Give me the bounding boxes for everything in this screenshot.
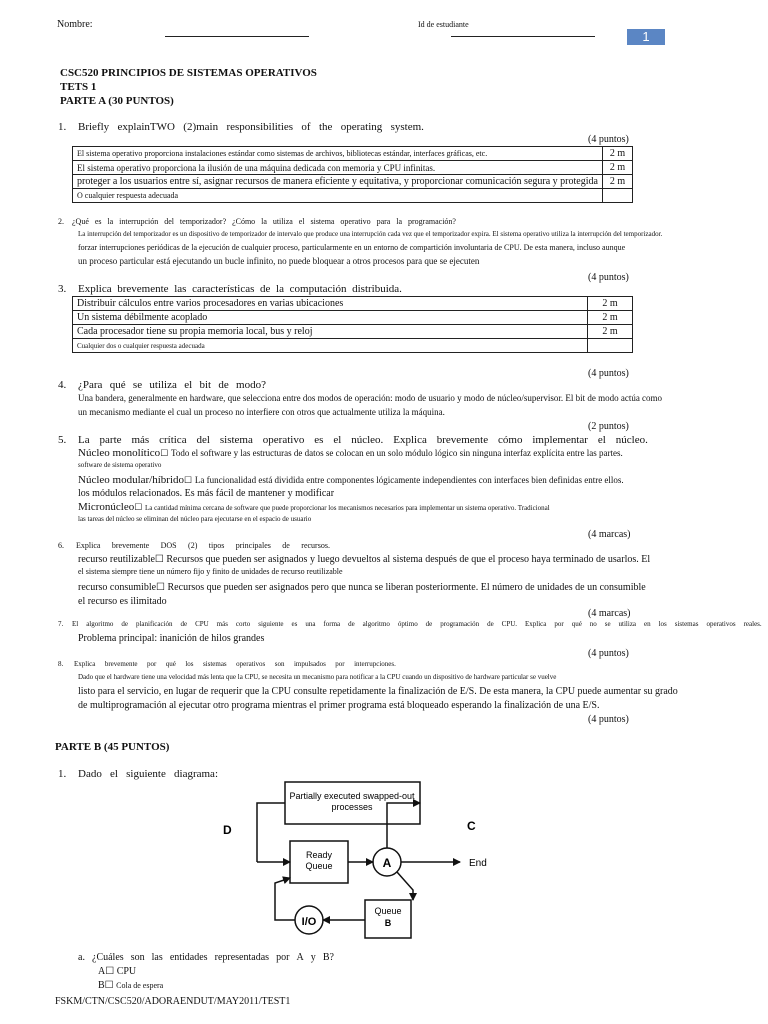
checkbox-icon: ☐ <box>105 966 115 977</box>
q7-points: (4 puntos) <box>588 648 629 659</box>
q7-question <box>72 620 762 628</box>
q3-row-text: Un sistema débilmente acoplado <box>73 311 588 325</box>
queue-b-label: B <box>384 918 392 928</box>
part-b-qa-word: son <box>130 952 145 963</box>
q2-answer-line3: un proceso particular está ejecutando un bucle infinito, no puede bloquear a otros procesos para que se ejecuten <box>78 256 480 266</box>
q7-word: operativos <box>706 620 736 628</box>
q7-word: CPU <box>195 620 209 628</box>
q8-word: operativos <box>236 660 266 668</box>
q6-word: (2) <box>188 541 198 550</box>
q4-number: 4. <box>58 379 67 391</box>
q3-row-text: Cada procesador tiene su propia memoria local, bus y reloj <box>73 325 588 339</box>
checkbox-icon: ☐ <box>156 582 166 593</box>
q5-modular-text2: los módulos relacionados. Es más fácil de mantener y modificar <box>78 488 335 499</box>
q2-number: 2. <box>58 217 64 226</box>
q5-word: operativo <box>262 434 305 446</box>
q8-word: brevemente <box>104 660 138 668</box>
answer-a-letter: A <box>98 966 106 977</box>
part-b-qa-word: ¿Cuáles <box>92 952 124 963</box>
q2-word: la <box>261 217 267 226</box>
q6-number: 6. <box>58 541 64 550</box>
q3-word: distribuida. <box>352 283 402 295</box>
q6-consumable-label: recurso consumible <box>78 582 157 593</box>
part-b-qa-word: entidades <box>169 952 208 963</box>
q7-word: de <box>348 620 355 628</box>
q5-word: núcleo. <box>615 434 648 446</box>
q5-word: cómo <box>498 434 523 446</box>
q2-word: operativo <box>340 217 371 226</box>
q7-word: corto <box>235 620 251 628</box>
q6-question <box>76 541 330 550</box>
q1-row-mark <box>602 189 632 203</box>
q1-word: of <box>301 121 311 133</box>
q4-word: el <box>184 379 193 391</box>
q4-word: bit <box>199 379 212 391</box>
answer-b-line <box>98 980 163 991</box>
student-id-label: Id de estudiante <box>418 20 469 29</box>
q7-word: Explica <box>525 620 547 628</box>
q2-question <box>72 217 456 226</box>
q8-word: Explica <box>74 660 96 668</box>
q2-answer-line2: forzar interrupciones periódicas de la ejecución de cualquier proceso, particularmente en un entorno de compartición involuntaria de CPU. De esta manera, incluso aunque <box>78 243 626 252</box>
q5-points: (4 marcas) <box>588 529 631 540</box>
q1-row-text: O cualquier respuesta adecuada <box>73 189 603 203</box>
q6-word: Explica <box>76 541 101 550</box>
q2-word: temporizador? <box>179 217 227 226</box>
part-b-qa-letter: a. <box>78 952 85 963</box>
q5-word: es <box>314 434 324 446</box>
label-d: D <box>223 823 232 837</box>
q4-word: ¿Para <box>78 379 103 391</box>
q5-mono-label: Núcleo monolítico <box>78 447 161 459</box>
q1-word: explainTWO <box>117 121 175 133</box>
queue-b-label: Queue <box>374 906 402 916</box>
checkbox-icon: ☐ <box>134 502 143 512</box>
q5-word: del <box>196 434 210 446</box>
q5-mono-sub: software de sistema operativo <box>78 461 162 469</box>
q4-word: se <box>132 379 143 391</box>
q7-word: planificación <box>135 620 173 628</box>
arrow-io-to-ready <box>275 878 295 920</box>
node-a-label: A <box>382 856 392 870</box>
test-title: TETS 1 <box>60 81 97 93</box>
q6-word: de <box>282 541 290 550</box>
q7-word: de <box>121 620 128 628</box>
q5-micro-label: Micronúcleo <box>78 501 135 513</box>
q6-word: principales <box>235 541 271 550</box>
q8-word: por <box>335 660 345 668</box>
q3-number: 3. <box>58 283 67 295</box>
q1-word: Briefly <box>78 121 110 133</box>
q7-word: algoritmo <box>362 620 390 628</box>
q8-number: 8. <box>58 660 64 668</box>
footer-code: FSKM/CTN/CSC520/ADORAENDUT/MAY2011/TEST1 <box>55 996 291 1007</box>
q6-points: (4 marcas) <box>588 608 631 619</box>
q7-word: los <box>658 620 667 628</box>
q8-answer-line1: Dado que el hardware tiene una velocidad más lenta que la CPU, se necesita un mecanismo para notificar a la CPU cuando un dispositivo de hardware particular se vuelve <box>78 673 557 681</box>
q3-row-mark <box>588 339 633 353</box>
q5-mono-text: Todo el software y las estructuras de datos se colocan en un solo módulo lógico sin ninguna interfaz explícita entre las partes. <box>171 448 623 458</box>
part-b-q1-question <box>78 768 218 780</box>
q2-word: para <box>376 217 391 226</box>
q2-word: es <box>94 217 102 226</box>
q4-answer-line1: Una bandera, generalmente en hardware, que selecciona entre dos modos de operación: modo de usuario y modo de núcleo/supervisor. El bit de modo actúa como <box>78 393 663 403</box>
q7-word: óptimo <box>397 620 418 628</box>
q6-word: tipos <box>208 541 225 550</box>
part-b-qa-word: por <box>276 952 290 963</box>
answer-b-text: Cola de espera <box>116 981 164 990</box>
table-row <box>73 339 633 353</box>
table-row <box>73 175 633 189</box>
q2-word: la <box>396 217 403 226</box>
q5-word: más <box>131 434 150 446</box>
q3-word: computación <box>289 283 347 295</box>
part-b-qa-word: A <box>296 952 304 963</box>
q3-row-mark: 2 m <box>588 297 633 311</box>
name-underline <box>165 36 309 37</box>
q1-row-mark: 2 m <box>602 175 632 189</box>
q6-word: DOS <box>160 541 177 550</box>
swapped-out-label: Partially executed swapped-out <box>289 791 415 801</box>
student-id-underline <box>451 36 595 37</box>
q6-reusable-line <box>78 554 650 565</box>
q6-consumable-text2: el recurso es ilimitado <box>78 596 167 607</box>
q7-word: utiliza <box>618 620 637 628</box>
q1-points: (4 puntos) <box>588 134 629 145</box>
q6-word: brevemente <box>111 541 150 550</box>
table-row <box>73 311 633 325</box>
q6-reusable-label: recurso reutilizable <box>78 554 155 565</box>
checkbox-icon: ☐ <box>104 980 114 991</box>
q7-word: en <box>644 620 651 628</box>
checkbox-icon: ☐ <box>154 554 164 565</box>
q7-word: se <box>604 620 611 628</box>
table-row <box>73 147 633 161</box>
part-b-qa-question <box>92 952 334 963</box>
part-b-q1-word: diagrama: <box>174 768 218 780</box>
q8-answer-line2: listo para el servicio, en lugar de requerir que la CPU consulte repetidamente la finalización de E/S. De esta manera, la CPU puede aumentar su grado <box>78 686 678 697</box>
answer-a-line <box>98 966 136 977</box>
part-a-title: PARTE A (30 PUNTOS) <box>60 95 174 107</box>
q7-number: 7. <box>58 620 64 628</box>
q3-row-text: Cualquier dos o cualquier respuesta adecuada <box>73 339 588 353</box>
q7-word: sistemas <box>674 620 699 628</box>
q7-word: de <box>425 620 433 628</box>
q5-word: La <box>78 434 90 446</box>
q2-word: la <box>107 217 114 226</box>
answer-a-text: CPU <box>116 966 137 977</box>
q3-word: Explica <box>78 283 112 295</box>
q5-number: 5. <box>58 434 67 446</box>
q5-modular-line <box>78 474 624 486</box>
q2-points: (4 puntos) <box>588 272 629 283</box>
q7-answer: Problema principal: inanición de hilos grandes <box>78 633 265 644</box>
q7-word: forma <box>323 620 341 628</box>
q3-question <box>78 283 402 295</box>
q1-word: system. <box>390 121 424 133</box>
q5-word: crítica <box>159 434 187 446</box>
q2-word: interrupción <box>119 217 159 226</box>
q5-micro-line <box>78 501 550 513</box>
q1-row-text: El sistema operativo proporciona la ilusión de una máquina dedicada con memoria y CPU infinitas. <box>73 161 603 175</box>
q5-word: implementar <box>532 434 588 446</box>
q5-mono-line <box>78 447 623 459</box>
table-row <box>73 161 633 175</box>
q7-word: más <box>216 620 228 628</box>
end-label: End <box>469 858 487 869</box>
q5-modular-label: Núcleo modular/híbrido <box>78 474 185 486</box>
q7-word: qué <box>571 620 582 628</box>
q3-word: características <box>192 283 255 295</box>
q1-row-text: proteger a los usuarios entre sí, asignar recursos de manera eficiente y equitativa, y proporcionar comunicación segura y protegida <box>73 175 603 189</box>
q2-word: ¿Cómo <box>232 217 256 226</box>
q3-points: (4 puntos) <box>588 368 629 379</box>
q1-question <box>78 121 424 133</box>
part-b-qa-word: representadas <box>214 952 270 963</box>
q2-word: programación? <box>408 217 456 226</box>
answer-b-letter: B <box>98 980 105 991</box>
q3-word: la <box>276 283 284 295</box>
q7-word: siguiente <box>258 620 284 628</box>
q5-word: brevemente <box>436 434 489 446</box>
table-row <box>73 325 633 339</box>
q2-answer-line1: La interrupción del temporizador es un dispositivo de temporizador de intervalo que produce una interrupción cada vez que el temporizador expira. El sistema operativo utiliza la interrupción del temporizador. <box>78 230 663 238</box>
q8-points: (4 puntos) <box>588 714 629 725</box>
q5-modular-text: La funcionalidad está dividida entre componentes lógicamente independientes con interfaces bien definidas entre ellos. <box>194 475 624 485</box>
q8-word: son <box>274 660 285 668</box>
q3-answer-table <box>72 296 633 353</box>
q5-word: sistema <box>219 434 253 446</box>
q7-word: de <box>487 620 494 628</box>
q8-question <box>74 660 396 668</box>
part-b-qa-word: B? <box>322 952 334 963</box>
q2-word: sistema <box>310 217 335 226</box>
q7-word: de <box>180 620 188 628</box>
q4-word: qué <box>109 379 126 391</box>
q7-word: CPU. <box>501 620 518 628</box>
q1-row-text: El sistema operativo proporciona instalaciones estándar como sistemas de archivos, bibliotecas estándar, interfaces gráficas, etc. <box>73 147 603 161</box>
q3-row-mark: 2 m <box>588 325 633 339</box>
q5-micro-text: La cantidad mínima cercana de software que puede proporcionar los mecanismos necesarios para implementar un sistema operativo. Tradicional <box>145 504 550 512</box>
process-state-diagram <box>215 778 515 946</box>
name-label: Nombre: <box>57 19 93 30</box>
part-b-q1-word: el <box>110 768 118 780</box>
q7-word: una <box>305 620 316 628</box>
q1-word: (2)main <box>183 121 219 133</box>
q5-word: parte <box>99 434 122 446</box>
q3-word: las <box>174 283 187 295</box>
course-title: CSC520 PRINCIPIOS DE SISTEMAS OPERATIVOS <box>60 67 317 79</box>
page-number-badge: 1 <box>627 29 665 45</box>
q8-answer-line3: de multiprogramación al ejecutar otro programa mientras el primer programa está bloqueado esperando la finalización de una E/S. <box>78 700 600 711</box>
q3-word: brevemente <box>117 283 169 295</box>
checkbox-icon: ☐ <box>184 475 193 485</box>
arrow-a-to-queue-b <box>397 872 413 900</box>
q4-word: utiliza <box>149 379 177 391</box>
table-row <box>73 189 633 203</box>
q1-answer-table <box>72 146 633 203</box>
part-b-title: PARTE B (45 PUNTOS) <box>55 741 170 753</box>
q1-row-mark: 2 m <box>602 147 632 161</box>
part-b-q1-word: siguiente <box>126 768 166 780</box>
q2-word: utiliza <box>272 217 293 226</box>
q7-word: algoritmo <box>86 620 114 628</box>
swapped-out-label: processes <box>331 802 373 812</box>
q1-word: the <box>318 121 333 133</box>
ready-queue-label: Ready <box>305 850 333 860</box>
q4-points: (2 puntos) <box>588 421 629 432</box>
label-c: C <box>467 819 476 833</box>
q4-answer-line2: un mecanismo mediante el cual un proceso no interfiere con otros que actualmente utiliza la máquina. <box>78 407 445 417</box>
q4-word: modo? <box>236 379 266 391</box>
q3-word: de <box>260 283 271 295</box>
part-b-q1-word: Dado <box>78 768 102 780</box>
q8-word: qué <box>165 660 176 668</box>
q3-row-text: Distribuir cálculos entre varios procesadores en varias ubicaciones <box>73 297 588 311</box>
checkbox-icon: ☐ <box>160 448 169 458</box>
q6-word: recursos. <box>301 541 330 550</box>
q5-word: el <box>597 434 606 446</box>
q7-word: reales. <box>743 620 762 628</box>
q4-question <box>78 379 266 391</box>
q7-word: El <box>72 620 79 628</box>
q8-word: por <box>146 660 157 668</box>
q5-word: núcleo. <box>351 434 384 446</box>
q6-consumable-text: Recursos que pueden ser asignados pero que nunca se liberan posteriormente. El número de unidades de un consumible <box>167 582 646 593</box>
q3-row-mark: 2 m <box>588 311 633 325</box>
q5-word: el <box>333 434 342 446</box>
q8-word: impulsados <box>293 660 326 668</box>
q2-word: ¿Qué <box>72 217 89 226</box>
q1-number: 1. <box>58 121 67 133</box>
q7-word: no <box>589 620 597 628</box>
q7-word: por <box>554 620 564 628</box>
arrow-swapped-to-ready <box>257 803 285 862</box>
q5-question <box>78 434 648 446</box>
q8-word: interrupciones. <box>354 660 396 668</box>
q2-word: del <box>164 217 174 226</box>
part-b-q1-number: 1. <box>58 768 67 780</box>
q6-reusable-text: Recursos que pueden ser asignados y luego devueltos al sistema después de que el proceso haya terminado de usarlos. El <box>166 554 651 565</box>
q6-consumable-line <box>78 582 646 593</box>
part-b-qa-word: las <box>151 952 163 963</box>
q1-word: responsibilities <box>226 121 294 133</box>
q5-word: Explica <box>393 434 427 446</box>
part-b-qa-word: y <box>310 952 316 963</box>
q8-word: sistemas <box>202 660 227 668</box>
q6-reusable-text2: el sistema siempre tiene un número fijo y finito de unidades de recurso reutilizable <box>78 567 343 576</box>
q8-word: los <box>185 660 194 668</box>
q1-word: operating <box>340 121 383 133</box>
table-row <box>73 297 633 311</box>
q7-word: programación <box>440 620 480 628</box>
ready-queue-label: Queue <box>305 861 333 871</box>
io-label: I/O <box>301 916 317 928</box>
q1-row-mark: 2 m <box>602 161 632 175</box>
q2-word: el <box>298 217 305 226</box>
q5-micro-text2: las tareas del núcleo se eliminan del núcleo para ejecutarse en el espacio de usuario <box>78 515 312 523</box>
q4-word: de <box>218 379 229 391</box>
q7-word: es <box>291 620 298 628</box>
